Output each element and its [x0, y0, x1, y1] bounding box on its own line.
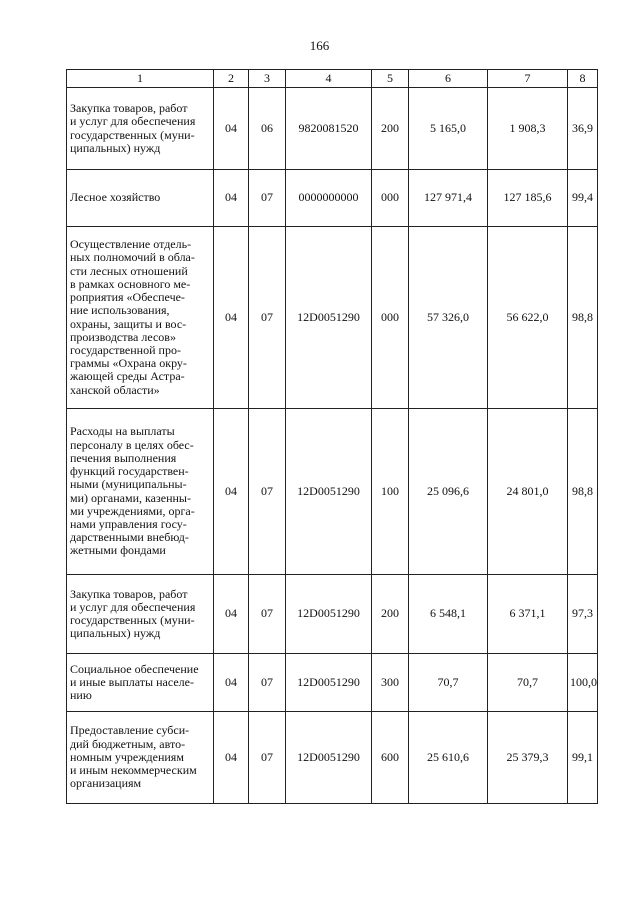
- expense-item-name-line: и иным некоммерческим: [70, 763, 197, 778]
- expense-item-name-line: Предоставление субси-: [70, 723, 190, 738]
- expense-item-name-line: ными (муниципальны-: [70, 477, 187, 492]
- expense-item-name-line: нами управления госу-: [70, 516, 187, 531]
- expense-item-name: [67, 227, 214, 409]
- expense-type-code: 300: [372, 654, 409, 712]
- expense-item-name-line: Закупка товаров, работ: [70, 101, 188, 116]
- execution-percent: 99,4: [568, 170, 598, 227]
- column-header: 1: [67, 70, 214, 88]
- planned-amount: 25 610,6: [409, 712, 488, 804]
- execution-percent: 98,8: [568, 227, 598, 409]
- expense-item-name-line: жающей среды Астра-: [70, 369, 185, 384]
- expense-item-name-line: ние использования,: [70, 303, 170, 318]
- column-header: 2: [214, 70, 249, 88]
- table-row: [67, 575, 598, 654]
- expense-type-code: 600: [372, 712, 409, 804]
- expense-item-name-line: дарственными внебюд-: [70, 530, 189, 545]
- expense-type-code: 200: [372, 575, 409, 654]
- target-article-code: 0000000000: [286, 170, 372, 227]
- expense-item-name-line: Социальное обеспечение: [70, 661, 199, 676]
- expense-item-name-line: печения выполнения: [70, 450, 177, 465]
- expense-item-name-line: ми учреждениями, орга-: [70, 503, 195, 518]
- expense-item-name-line: и услуг для обеспечения: [70, 599, 196, 614]
- target-article-code: 12D0051290: [286, 575, 372, 654]
- expense-item-name: [67, 170, 214, 227]
- expense-item-name-line: в рамках основного ме-: [70, 276, 191, 291]
- subsection-code: 07: [249, 575, 286, 654]
- column-header: 4: [286, 70, 372, 88]
- table-row: [67, 227, 598, 409]
- expense-item-name-line: персоналу в целях обес-: [70, 437, 194, 452]
- subsection-code: 07: [249, 227, 286, 409]
- expense-item-name-line: производства лесов»: [70, 329, 176, 344]
- column-header: 3: [249, 70, 286, 88]
- table-row: [67, 88, 598, 170]
- expense-item-name-line: нию: [70, 688, 92, 703]
- subsection-code: 07: [249, 170, 286, 227]
- expense-item-name: [67, 654, 214, 712]
- expense-type-code: 100: [372, 409, 409, 575]
- table-row: [67, 712, 598, 804]
- expense-item-name: [67, 409, 214, 575]
- target-article-code: 12D0051290: [286, 712, 372, 804]
- page-number: 166: [309, 38, 330, 53]
- expense-item-name-line: и иные выплаты населе-: [70, 674, 194, 689]
- expense-item-name-line: Лесное хозяйство: [70, 190, 161, 205]
- execution-percent: 97,3: [568, 575, 598, 654]
- executed-amount: 25 379,3: [488, 712, 568, 804]
- section-code: 04: [214, 409, 249, 575]
- target-article-code: 12D0051290: [286, 227, 372, 409]
- expense-type-code: 000: [372, 227, 409, 409]
- expense-item-name-line: ципальных) нужд: [70, 626, 161, 641]
- column-header: 7: [488, 70, 568, 88]
- subsection-code: 06: [249, 88, 286, 170]
- executed-amount: 6 371,1: [488, 575, 568, 654]
- column-header: 8: [568, 70, 598, 88]
- execution-percent: 98,8: [568, 409, 598, 575]
- expense-item-name-line: Осуществление отдель-: [70, 237, 192, 252]
- executed-amount: 1 908,3: [488, 88, 568, 170]
- column-number-row: [67, 70, 598, 88]
- expense-item-name-line: охраны, защиты и вос-: [70, 316, 187, 331]
- expense-item-name-line: Расходы на выплаты: [70, 424, 175, 439]
- expense-item-name-line: номным учреждениям: [70, 749, 184, 764]
- planned-amount: 70,7: [409, 654, 488, 712]
- planned-amount: 5 165,0: [409, 88, 488, 170]
- column-header: 6: [409, 70, 488, 88]
- expense-item-name-line: и услуг для обеспечения: [70, 114, 196, 129]
- column-header: 5: [372, 70, 409, 88]
- expense-item-name-line: граммы «Охрана окру-: [70, 356, 187, 371]
- target-article-code: 9820081520: [286, 88, 372, 170]
- expense-item-name-line: жетными фондами: [70, 543, 166, 558]
- expense-item-name: [67, 712, 214, 804]
- section-code: 04: [214, 575, 249, 654]
- expense-item-name-line: дий бюджетным, авто-: [70, 736, 186, 751]
- expense-item-name: [67, 88, 214, 170]
- section-code: 04: [214, 654, 249, 712]
- expense-item-name-line: ханской области»: [70, 382, 160, 397]
- expense-item-name-line: государственных (муни-: [70, 613, 195, 627]
- table-row: [67, 170, 598, 227]
- planned-amount: 25 096,6: [409, 409, 488, 575]
- expense-item-name-line: организациям: [70, 776, 142, 791]
- expense-item-name-line: ных полномочий в обла-: [70, 250, 195, 265]
- section-code: 04: [214, 227, 249, 409]
- expense-item-name: [67, 575, 214, 654]
- table-row: [67, 409, 598, 575]
- executed-amount: 127 185,6: [488, 170, 568, 227]
- expense-item-name-line: функций государствен-: [70, 464, 189, 479]
- execution-percent: 36,9: [568, 88, 598, 170]
- subsection-code: 07: [249, 409, 286, 575]
- expense-item-name-line: роприятия «Обеспече-: [70, 290, 185, 305]
- planned-amount: 6 548,1: [409, 575, 488, 654]
- section-code: 04: [214, 712, 249, 804]
- subsection-code: 07: [249, 654, 286, 712]
- executed-amount: 56 622,0: [488, 227, 568, 409]
- execution-percent: 100,0: [568, 654, 598, 712]
- planned-amount: 57 326,0: [409, 227, 488, 409]
- section-code: 04: [214, 88, 249, 170]
- executed-amount: 70,7: [488, 654, 568, 712]
- target-article-code: 12D0051290: [286, 654, 372, 712]
- execution-percent: 99,1: [568, 712, 598, 804]
- expense-item-name-line: ципальных) нужд: [70, 140, 161, 155]
- table-row: [67, 654, 598, 712]
- expense-item-name-line: государственной про-: [70, 342, 181, 357]
- expense-type-code: 000: [372, 170, 409, 227]
- expense-item-name-line: сти лесных отношений: [70, 263, 188, 278]
- planned-amount: 127 971,4: [409, 170, 488, 227]
- budget-execution-table: [66, 69, 598, 804]
- expense-type-code: 200: [372, 88, 409, 170]
- expense-item-name-line: Закупка товаров, работ: [70, 586, 188, 601]
- target-article-code: 12D0051290: [286, 409, 372, 575]
- section-code: 04: [214, 170, 249, 227]
- executed-amount: 24 801,0: [488, 409, 568, 575]
- expense-item-name-line: государственных (муни-: [70, 127, 195, 142]
- expense-item-name-line: ми) органами, казенны-: [70, 490, 191, 505]
- subsection-code: 07: [249, 712, 286, 804]
